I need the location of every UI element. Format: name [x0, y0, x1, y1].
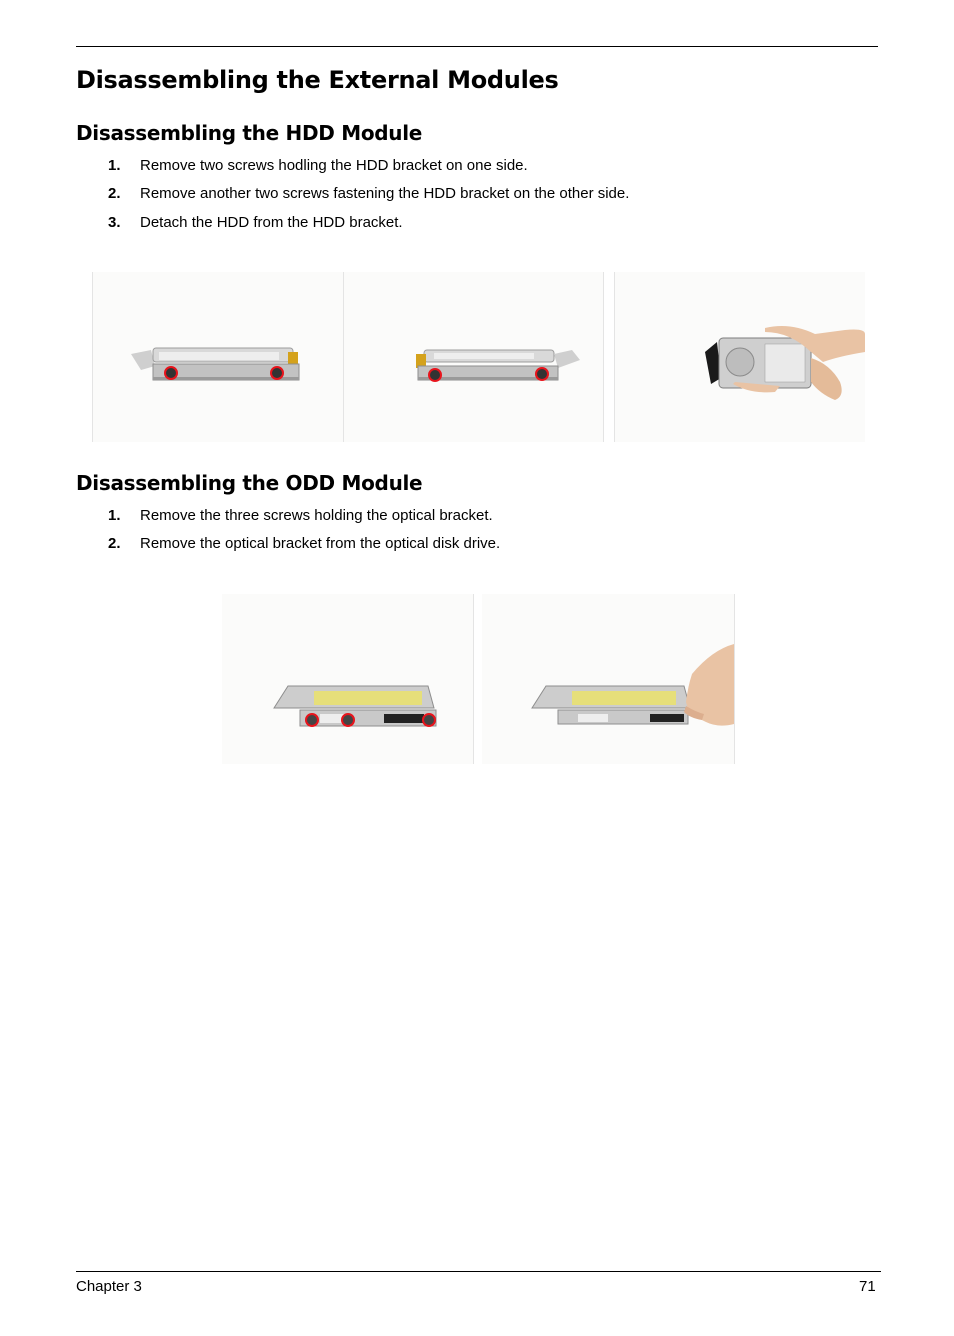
step-text: Remove two screws hodling the HDD bracket on one side. — [140, 157, 528, 174]
step-text: Detach the HDD from the HDD bracket. — [140, 214, 403, 231]
header-rule — [76, 46, 878, 47]
odd-step-1 — [108, 506, 493, 526]
step-number: 2. — [108, 535, 121, 552]
hdd-photo-step-2 — [343, 272, 604, 442]
page-title: Disassembling the External Modules — [76, 66, 559, 94]
odd-photo-step-2 — [482, 594, 735, 764]
hdd-step-2 — [108, 184, 629, 204]
step-number: 1. — [108, 157, 121, 174]
odd-step-2 — [108, 534, 500, 554]
footer-page-number: 71 — [859, 1278, 876, 1295]
hdd-step-3 — [108, 213, 403, 233]
step-number: 3. — [108, 214, 121, 231]
odd-section-heading: Disassembling the ODD Module — [76, 471, 423, 495]
odd-photo-step-1 — [222, 594, 474, 764]
step-text: Remove another two screws fastening the HDD bracket on the other side. — [140, 185, 630, 202]
hdd-section-heading: Disassembling the HDD Module — [76, 121, 423, 145]
footer-rule — [76, 1271, 881, 1272]
step-text: Remove the three screws holding the optical bracket. — [140, 507, 493, 524]
step-number: 1. — [108, 507, 121, 524]
step-text: Remove the optical bracket from the optical disk drive. — [140, 535, 501, 552]
step-number: 2. — [108, 185, 121, 202]
hdd-photo-step-3 — [614, 272, 865, 442]
footer-chapter: Chapter 3 — [76, 1278, 142, 1295]
hdd-step-1 — [108, 156, 528, 176]
hdd-photo-step-1 — [92, 272, 343, 442]
